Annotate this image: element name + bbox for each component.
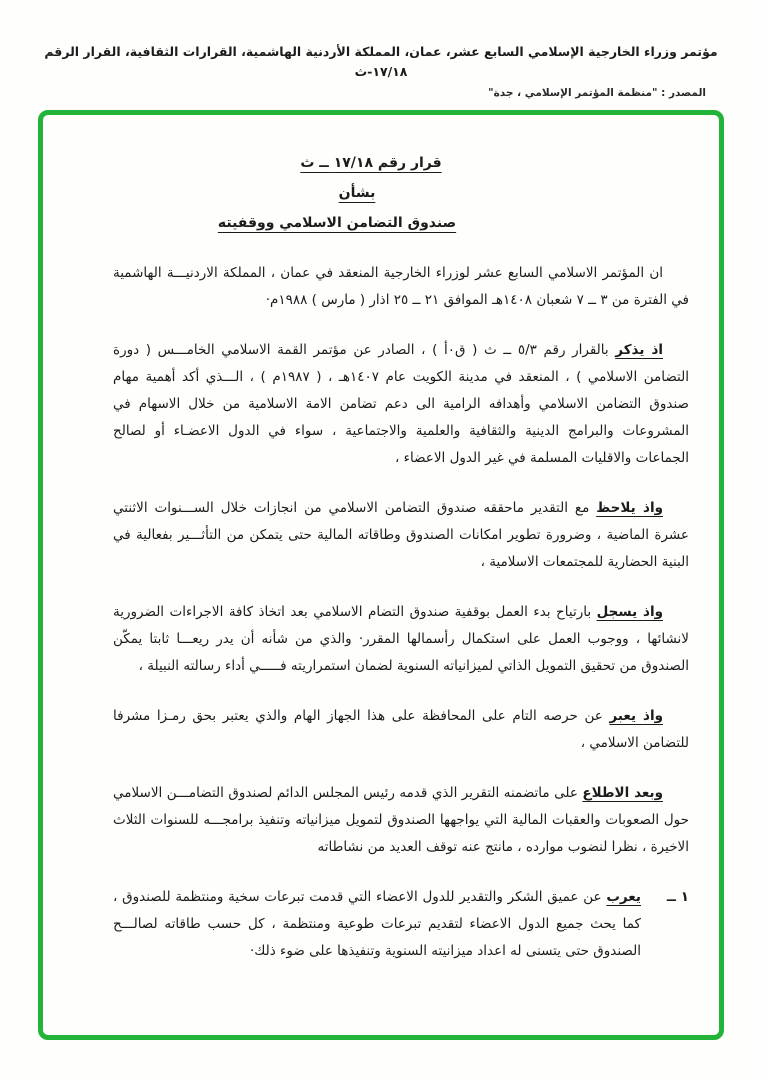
- paragraph-text: مع التقدير ماحققه صندوق التضامن الاسلامي من انجازات خلال الســـنوات الاثنتي عشرة الماضية ، وضرورة تطوير امكانات الصندوق وطاقاته المالية حتى يتمكن من التأثـــير بفعالية في البنية الحضارية للمجتمعات الاسلامية ،: [113, 500, 689, 570]
- resolution-title-block: [217, 153, 490, 234]
- paragraph-preamble: [113, 260, 689, 314]
- paragraph-noting: [113, 495, 689, 576]
- header-source-label: المصدر :: [661, 87, 706, 99]
- paragraph-lead: واذ يسجل: [596, 604, 664, 620]
- paragraph-text: بارتياح بدء العمل بوقفية صندوق التضام الاسلامي بعد اتخاذ كافة الاجراءات الضرورية لانشائها ، ووجوب العمل على استكمال رأسمالها المقرر· والذي من شأنه أن يدر ريعـــا ثابتا يمكّن الصندوق من تحقيق التمويل الذاتي لميزانياته السنوية لضمان استمراريته فـــــي أداء رسالته النبيلة ،: [113, 604, 689, 674]
- paragraph-text: عن حرصه التام على المحافظة على هذا الجهاز الهام والذي يعتبر بحق رمـزا مشرفا للتضامن الاسلامي ،: [113, 708, 689, 751]
- paragraph-expressing: [113, 703, 689, 757]
- paragraph-text: ان المؤتمر الاسلامي السابع عشر لوزراء الخارجية المنعقد في عمان ، المملكة الاردنيـــة الهاشمية في الفترة من ٣ ــ ٧ شعبان ١٤٠٨هـ الموافق ٢١ ــ ٢٥ اذار ( مارس ) ١٩٨٨م·: [113, 265, 689, 308]
- resolution-subject-label: بشأن: [338, 185, 376, 201]
- paragraph-lead: واذ يلاحظ: [596, 500, 663, 516]
- numbered-item: [113, 884, 689, 965]
- green-border-frame: [38, 110, 724, 1040]
- paragraph-lead: واذ يعبر: [609, 708, 664, 724]
- item-number: ١ ــ: [666, 889, 689, 905]
- header-title: مؤتمر وزراء الخارجية الإسلامي السابع عشر، عمان، المملكة الأردنية الهاشمية، القرارات الثقافية، القرار الرقم ١٧/١٨-ث: [44, 44, 718, 79]
- paragraph-lead: اذ يذكر: [615, 342, 663, 358]
- resolution-number: قرار رقم ١٧/١٨ ــ ث: [300, 155, 442, 171]
- paragraph-having-reviewed: [113, 780, 689, 861]
- document-header: [0, 0, 762, 99]
- paragraph-recording: [113, 599, 689, 680]
- resolution-body: [113, 260, 689, 965]
- header-source-value: "منظمة المؤتمر الإسلامي ، جدة": [488, 87, 658, 99]
- paragraph-lead: وبعد الاطلاع: [582, 785, 663, 801]
- paragraph-recalling: [113, 337, 689, 472]
- header-source: [0, 82, 762, 99]
- item-body: عن عميق الشكر والتقدير للدول الاعضاء التي قدمت تبرعات سخية ومنتظمة للصندوق ، كما يحث جميع الدول الاعضاء لتقديم تبرعات طوعية ومنتظمة ، كل حسب طاقاته لصالـــح الصندوق حتى يتسنى له اعداد ميزانيته السنوية وتنفيذها على ضوء ذلك·: [113, 889, 641, 959]
- paragraph-text: على ماتضمنه التقرير الذي قدمه رئيس المجلس الدائم لصندوق التضامـــن الاسلامي حول الصعوبات والعقبات المالية التي يواجهها الصندوق لتمويل ميزانياته وتنفيذ برامجـــه للسنوات الثلاث الاخيرة ، نظرا لنضوب موارده ، مانتج عنه توقف العديد من نشاطاته: [113, 785, 689, 855]
- resolution-subject: صندوق التضامن الاسلامي ووقفيته: [217, 215, 457, 231]
- paragraph-text: بالقرار رقم ٥/٣ ــ ث ( ق٠أ ) ، الصادر عن مؤتمر القمة الاسلامي الخامـــس ( دورة التضامن الاسلامي ) ، المنعقد في مدينة الكويت عام ١٤٠٧هـ ، ( ١٩٨٧م ) ، الـــذي أكد أهمية مهام صندوق التضامن الاسلامي وأهدافه الرامية الى دعم تضامن الامة الاسلامية من خلال الاسهام في المشروعات والبرامج الدينية والثقافية والعلمية والاجتماعية ، سواء في الدول الاعضـاء أو لصالح الجماعات والاقليات المسلمة في غير الدول الاعضاء ،: [113, 342, 689, 466]
- item-text: [113, 884, 641, 965]
- item-lead: يعرب: [606, 889, 641, 905]
